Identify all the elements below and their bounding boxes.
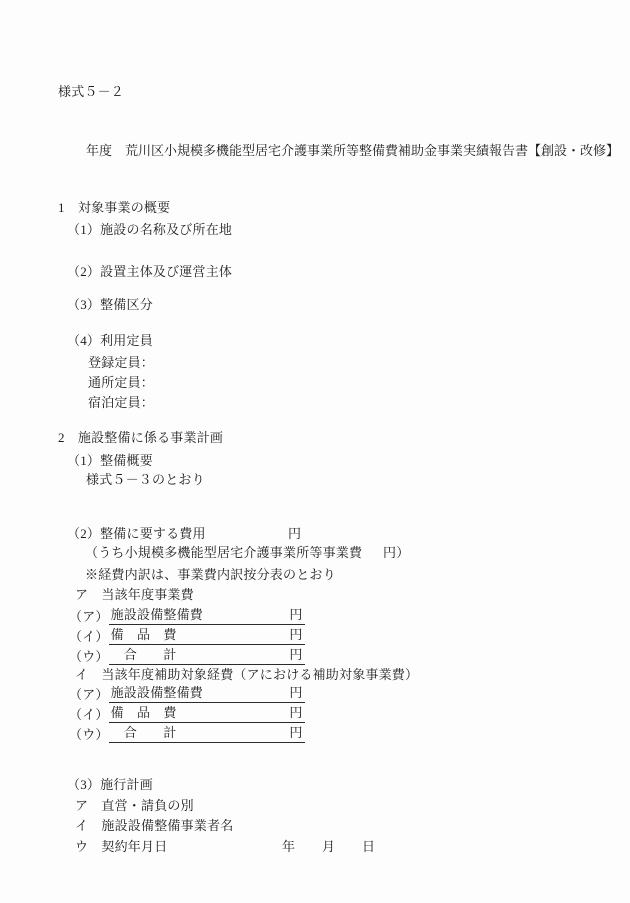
section2-heading: 2 施設整備に係る事業計画	[58, 430, 224, 445]
section2-item1-note: 様式５－３のとおり	[86, 472, 205, 487]
capacity-registered-label: 登録定員：	[88, 355, 155, 370]
row-number: （ウ）	[69, 649, 109, 664]
yen-unit: 円	[289, 627, 303, 642]
fill-in-underline	[109, 626, 305, 645]
expense-row-a1	[69, 606, 305, 625]
expense-row-b2	[69, 704, 305, 723]
section1-item2: （2）設置主体及び運営主体	[67, 264, 233, 279]
construction-type-label: ア 直営・請負の別	[75, 798, 194, 813]
expense-label: 施設設備整備費	[110, 685, 204, 700]
yen-unit: 円	[289, 647, 303, 662]
expense-row-b3	[69, 724, 305, 743]
row-number: （ア）	[69, 609, 109, 624]
section2-item2: （2）整備に要する費用	[67, 526, 206, 541]
yen-unit: 円	[289, 607, 303, 622]
form-number: 様式５－２	[58, 84, 125, 99]
fill-in-underline	[109, 646, 305, 665]
group-a-heading: ア 当該年度事業費	[75, 587, 194, 602]
document-title: 年度 荒川区小規模多機能型居宅介護事業所等整備費補助金事業実績報告書【創設・改修】	[86, 143, 620, 158]
row-number: （ア）	[69, 687, 109, 702]
section2-item1: （1）整備概要	[67, 453, 153, 468]
row-number: （ウ）	[69, 727, 109, 742]
date-year-label: 年	[282, 839, 296, 854]
capacity-daycare-label: 通所定員：	[88, 375, 155, 390]
expense-label: 合 計	[110, 725, 177, 740]
section1-item4: （4）利用定員	[67, 333, 153, 348]
section1-item3: （3）整備区分	[67, 297, 153, 312]
expense-label: 施設設備整備費	[110, 607, 204, 622]
fill-in-underline	[109, 704, 305, 723]
section1-item1: （1）施設の名称及び所在地	[67, 222, 233, 237]
row-number: （イ）	[69, 629, 109, 644]
group-b-heading: イ 当該年度補助対象経費（アにおける補助対象事業費）	[75, 667, 419, 682]
yen-unit: 円	[289, 705, 303, 720]
section1-heading: 1 対象事業の概要	[58, 200, 171, 215]
yen-unit: 円	[289, 725, 303, 740]
fill-in-underline	[109, 606, 305, 625]
expense-row-b1	[69, 684, 305, 703]
contractor-name-label: イ 施設設備整備事業者名	[75, 818, 234, 833]
expense-label: 備 品 費	[110, 627, 177, 642]
capacity-overnight-label: 宿泊定員：	[88, 395, 155, 410]
fill-in-underline	[109, 724, 305, 743]
yen-unit: 円	[289, 685, 303, 700]
date-month-label: 月	[322, 839, 336, 854]
row-number: （イ）	[69, 707, 109, 722]
cost-sub-unit-yen: 円）	[383, 545, 410, 560]
expense-row-a2	[69, 626, 305, 645]
expense-label: 備 品 費	[110, 705, 177, 720]
contract-date-label: ウ 契約年月日	[75, 839, 168, 854]
section2-item2-sub: （うち小規模多機能型居宅介護事業所等事業費	[85, 545, 363, 560]
expense-label: 合 計	[110, 647, 177, 662]
cost-breakdown-note: ※経費内訳は、事業費内訳按分表のとおり	[85, 567, 336, 582]
date-day-label: 日	[362, 839, 376, 854]
expense-row-a3	[69, 646, 305, 665]
section2-item3: （3）施行計画	[67, 777, 153, 792]
cost-unit-yen: 円	[288, 526, 302, 541]
fill-in-underline	[109, 684, 305, 703]
